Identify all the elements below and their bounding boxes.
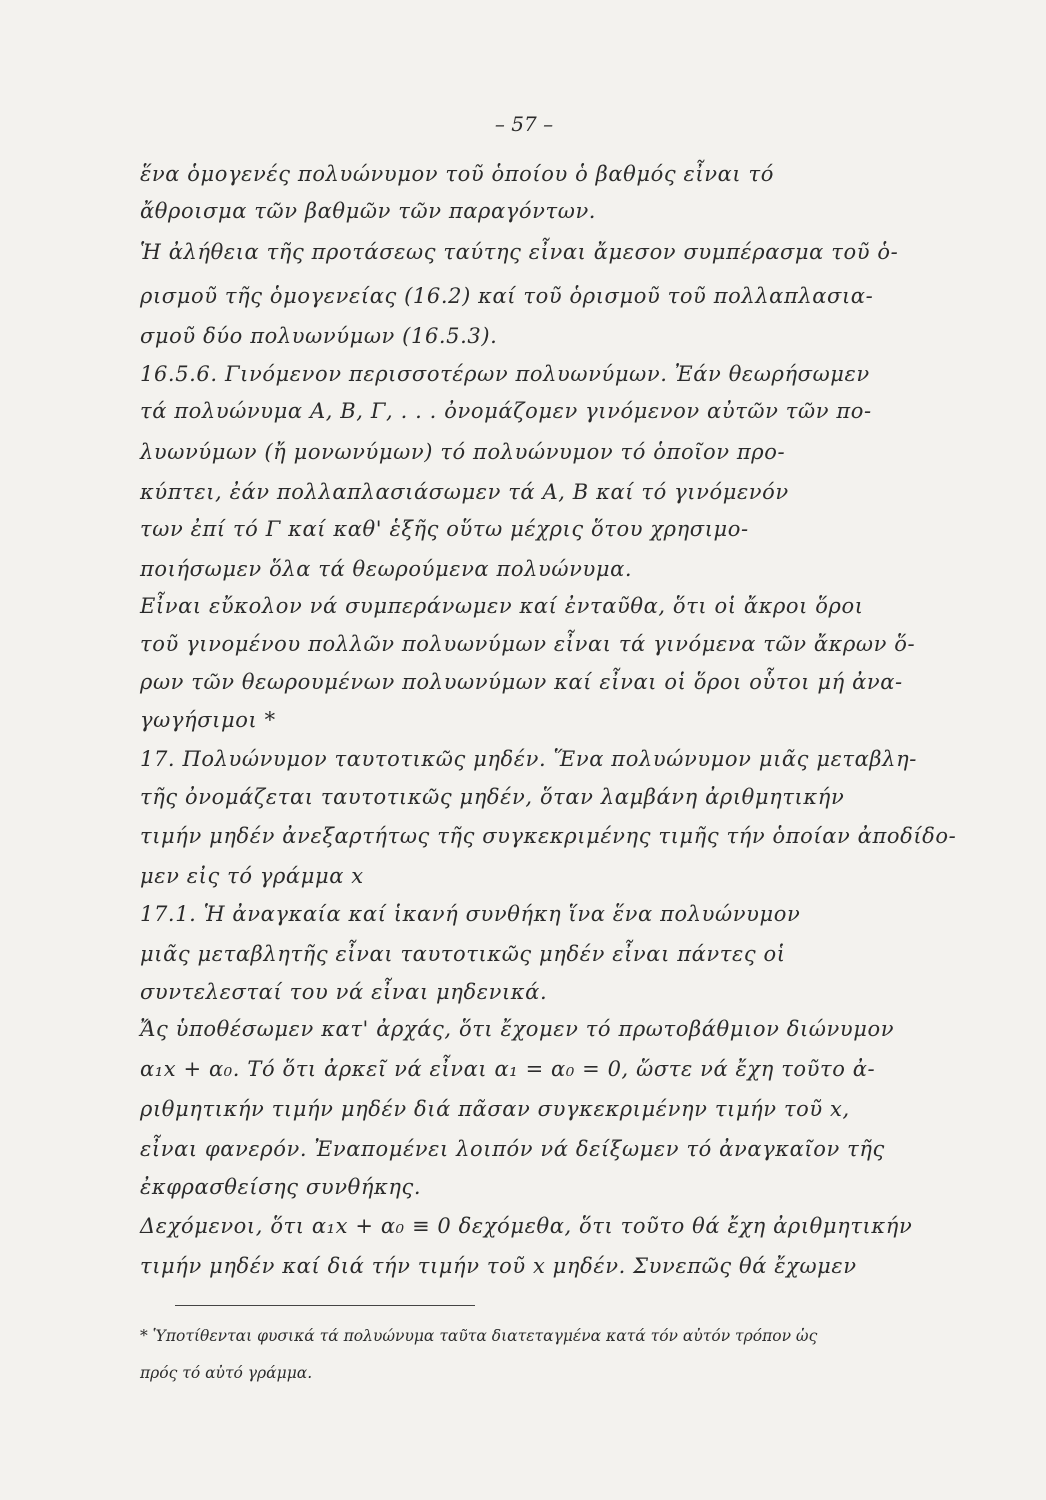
text-line: κύπτει, ἐάν πολλαπλασιάσωμεν τά Α, Β καί τό γινόμενόν [140, 480, 789, 504]
text-line: Ἄς ὑποθέσωμεν κατ' ἀρχάς, ὅτι ἔχομεν τό πρωτοβάθμιον διώνυμον [140, 1017, 895, 1041]
text-line: γωγήσιμοι * [140, 708, 276, 732]
footnote-line: πρός τό αὐτό γράμμα. [140, 1364, 313, 1382]
section-heading-17-1: 17.1. Ἡ ἀναγκαία καί ἱκανή συνθήκη ἵνα ἕνα πολυώνυμον [140, 902, 801, 926]
text-line: τιμήν μηδέν καί διά τήν τιμήν τοῦ x μηδέν. Συνεπῶς θά ἔχωμεν [140, 1254, 857, 1278]
text-line: ἄθροισμα τῶν βαθμῶν τῶν παραγόντων. [140, 199, 597, 223]
text-line: μεν εἰς τό γράμμα x [140, 864, 364, 888]
text-line: συντελεσταί του νά εἶναι μηδενικά. [140, 980, 548, 1004]
text-line: εἶναι φανερόν. Ἐναπομένει λοιπόν νά δείξωμεν τό ἀναγκαῖον τῆς [140, 1137, 885, 1161]
section-heading-17: 17. Πολυώνυμον ταυτοτικῶς μηδέν. Ἕνα πολυώνυμον μιᾶς μεταβλη- [140, 747, 917, 771]
text-line: ριθμητικήν τιμήν μηδέν διά πᾶσαν συγκεκριμένην τιμήν τοῦ x, [140, 1097, 850, 1121]
text-line: τά πολυώνυμα Α, Β, Γ, . . . ὀνομάζομεν γινόμενον αὐτῶν τῶν πο- [140, 399, 872, 423]
text-line: ἐκφρασθείσης συνθήκης. [140, 1175, 422, 1199]
text-line: μιᾶς μεταβλητῆς εἶναι ταυτοτικῶς μηδέν εἶναι πάντες οἱ [140, 942, 786, 966]
text-line: Εἶναι εὔκολον νά συμπεράνωμεν καί ἐνταῦθα, ὅτι οἱ ἄκροι ὅροι [140, 594, 864, 618]
section-heading-16-5-6: 16.5.6. Γινόμενον περισσοτέρων πολυωνύμων. Ἐάν θεωρήσωμεν [140, 362, 870, 386]
text-line: τῆς ὀνομάζεται ταυτοτικῶς μηδέν, ὅταν λαμβάνη ἀριθμητικήν [140, 785, 845, 809]
footnote-line: * Ὑποτίθενται φυσικά τά πολυώνυμα ταῦτα διατεταγμένα κατά τόν αὐτόν τρόπον ὡς [140, 1327, 818, 1345]
text-line: των ἐπί τό Γ καί καθ' ἑξῆς οὕτω μέχρις ὅτου χρησιμο- [140, 517, 749, 541]
text-line: α₁x + α₀. Τό ὅτι ἀρκεῖ νά εἶναι α₁ = α₀ = 0, ὥστε νά ἔχη τοῦτο ἀ- [140, 1057, 876, 1081]
text-line: ρων τῶν θεωρουμένων πολυωνύμων καί εἶναι οἱ ὅροι οὗτοι μή ἀνα- [140, 670, 903, 694]
text-line: λυωνύμων (ἤ μονωνύμων) τό πολυώνυμον τό ὁποῖον προ- [140, 440, 786, 464]
text-line: τιμήν μηδέν ἀνεξαρτήτως τῆς συγκεκριμένης τιμῆς τήν ὁποίαν ἀποδίδο- [140, 824, 957, 848]
text-line: τοῦ γινομένου πολλῶν πολυωνύμων εἶναι τά γινόμενα τῶν ἄκρων ὅ- [140, 632, 916, 656]
text-line: ἕνα ὁμογενές πολυώνυμον τοῦ ὁποίου ὁ βαθμός εἶναι τό [140, 162, 774, 186]
text-line: ποιήσωμεν ὅλα τά θεωρούμενα πολυώνυμα. [140, 557, 633, 581]
page-number: – 57 – [494, 112, 554, 136]
text-line: σμοῦ δύο πολυωνύμων (16.5.3). [140, 324, 498, 348]
text-line: ρισμοῦ τῆς ὁμογενείας (16.2) καί τοῦ ὁρισμοῦ τοῦ πολλαπλασια- [140, 284, 874, 308]
text-line: Δεχόμενοι, ὅτι α₁x + α₀ ≡ 0 δεχόμεθα, ὅτι τοῦτο θά ἔχη ἀριθμητικήν [140, 1214, 913, 1238]
text-line: Ἡ ἀλήθεια τῆς προτάσεως ταύτης εἶναι ἄμεσον συμπέρασμα τοῦ ὁ- [140, 240, 899, 264]
footnote-divider [175, 1305, 475, 1306]
